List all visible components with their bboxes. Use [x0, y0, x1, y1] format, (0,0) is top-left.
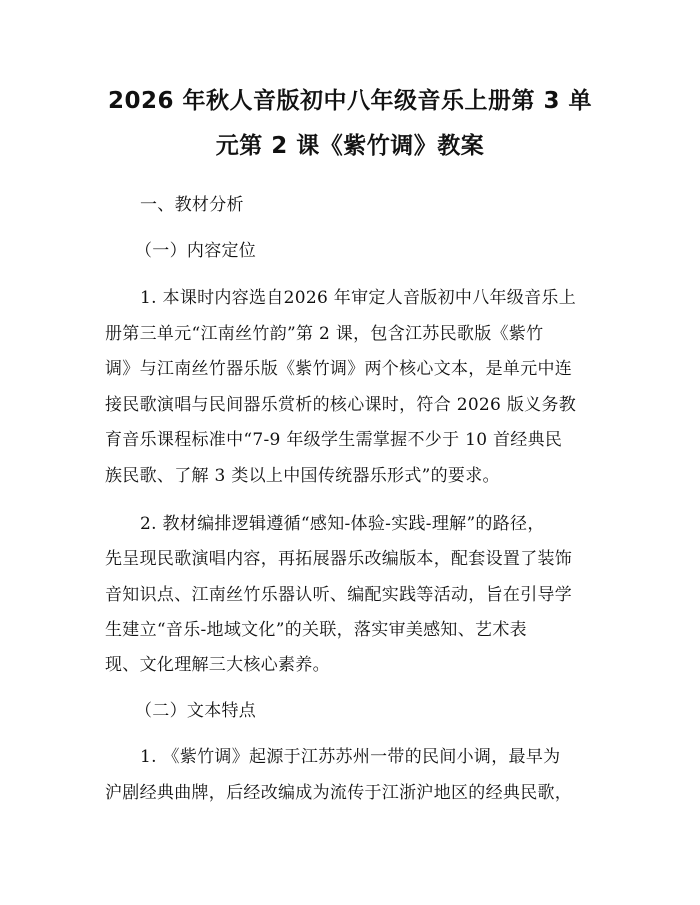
paragraph-1-line-1: 1. 本课时内容选自2026 年审定人音版初中八年级音乐上 — [140, 288, 576, 308]
document-title-line-2: 元第 2 课《紫竹调》教案 — [215, 133, 485, 159]
paragraph-1-line-3: 调》与江南丝竹器乐版《紫竹调》两个核心文本，是单元中连 — [105, 359, 573, 379]
paragraph-2-line-2: 先呈现民歌演唱内容，再拓展器乐改编版本，配套设置了装饰 — [105, 549, 573, 569]
paragraph-2-line-3: 音知识点、江南丝竹乐器认听、编配实践等活动，旨在引导学 — [105, 585, 573, 605]
paragraph-1-line-6: 族民歌、了解 3 类以上中国传统器乐形式”的要求。 — [105, 466, 500, 486]
document-title-line-1: 2026 年秋人音版初中八年级音乐上册第 3 单 — [107, 88, 593, 114]
paragraph-2-line-4: 生建立“音乐-地域文化”的关联，落实审美感知、艺术表 — [105, 620, 527, 640]
subsection-heading-text-features: （二）文本特点 — [135, 701, 257, 721]
paragraph-3-line-2: 沪剧经典曲牌，后经改编成为流传于江浙沪地区的经典民歌， — [105, 783, 573, 803]
paragraph-1-line-4: 接民歌演唱与民间器乐赏析的核心课时，符合 2026 版义务教 — [105, 395, 577, 415]
paragraph-2-line-5: 现、文化理解三大核心素养。 — [105, 655, 330, 675]
paragraph-1-line-2: 册第三单元“江南丝竹韵”第 2 课，包含江苏民歌版《紫竹 — [105, 324, 544, 344]
subsection-heading-content-positioning: （一）内容定位 — [135, 241, 257, 261]
section-heading-textbook-analysis: 一、教材分析 — [140, 195, 244, 215]
paragraph-2-line-1: 2. 教材编排逻辑遵循“感知-体验-实践-理解”的路径， — [140, 514, 545, 534]
paragraph-1-line-5: 育音乐课程标准中“7-9 年级学生需掌握不少于 10 首经典民 — [105, 430, 563, 450]
paragraph-3-line-1: 1. 《紫竹调》起源于江苏苏州一带的民间小调，最早为 — [140, 747, 561, 767]
